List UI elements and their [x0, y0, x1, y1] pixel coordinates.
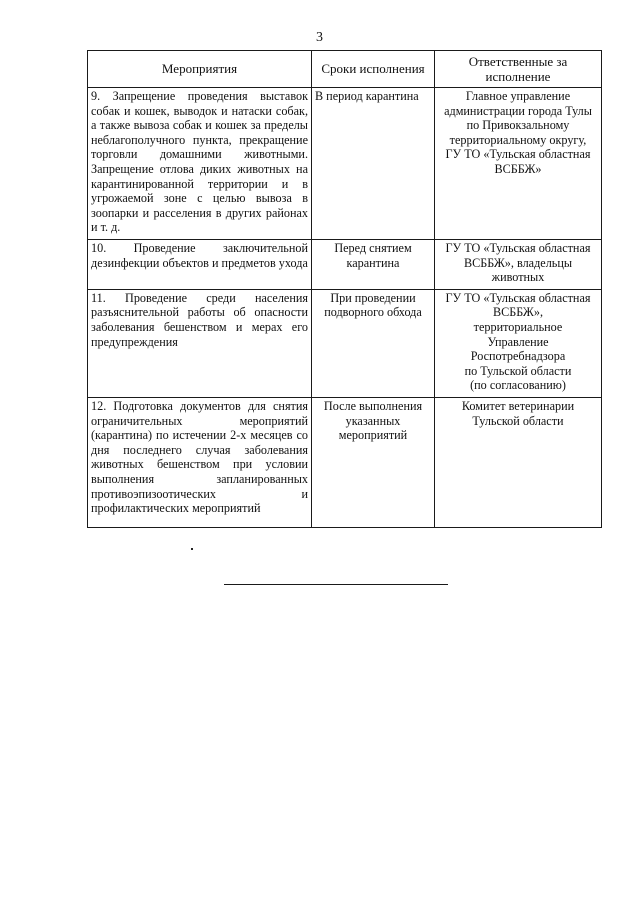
page-number: 3: [316, 30, 323, 45]
responsible-line: территориальное: [473, 319, 563, 334]
deadline-line: При проведении: [330, 290, 416, 305]
deadline-cell: [312, 240, 435, 290]
responsible-line: ГУ ТО «Тульская областная: [445, 147, 591, 162]
header-deadlines: Сроки исполнения: [312, 51, 435, 88]
responsible-line: по Привокзальному: [466, 118, 570, 133]
closing-rule: [224, 584, 448, 585]
header-responsible: Ответственные за исполнение: [435, 51, 602, 88]
measure-cell: 10. Проведение заключительной дезинфекции объектов и предметов ухода: [88, 240, 312, 290]
table-row: [88, 397, 602, 527]
header-measures: Мероприятия: [88, 51, 312, 88]
measure-cell: 11. Проведение среди населения разъяснительной работы об опасности заболевания бешенством и мерах его предупреждения: [88, 289, 312, 397]
responsible-line: по Тульской области: [464, 363, 572, 378]
deadline-line: Перед снятием: [334, 241, 412, 255]
responsible-line: Тульской области: [472, 413, 564, 428]
measures-table: [87, 50, 602, 528]
table-row: [88, 88, 602, 240]
responsible-line: администрации города Тулы: [444, 103, 592, 118]
measure-cell: 9. Запрещение проведения выставок собак и кошек, выводок и натаски собак, а также вывоза собак и кошек за пределы неблагополучного пункта, прекращение торговли домашними животными. Запрещение отлова диких животных на карантинированной территории и в угрожаемой зоне с целью вывоза в зоопарки и расселения в других районах и т. д.: [88, 88, 312, 240]
deadline-line: подворного обхода: [324, 305, 422, 320]
responsible-cell: [435, 240, 602, 290]
responsible-line: ВСББЖ»: [494, 161, 542, 176]
table-header-row: [88, 51, 602, 88]
table-row: [88, 289, 602, 397]
responsible-cell: [435, 397, 602, 527]
measure-cell: 12. Подготовка документов для снятия ограничительных мероприятий (карантина) по истечении 2-х месяцев со дня последнего случая заболевания животных бешенством при условии выполнения запланированных противоэпизоотических и профилактических мероприятий: [88, 397, 312, 527]
responsible-line: ВСББЖ», владельцы: [463, 255, 573, 270]
responsible-line: ГУ ТО «Тульская областная: [445, 241, 591, 255]
deadline-cell: [312, 289, 435, 397]
deadline-line: После выполнения: [323, 398, 423, 413]
deadline-cell: [312, 397, 435, 527]
responsible-cell: [435, 88, 602, 240]
responsible-line: ГУ ТО «Тульская областная: [445, 290, 591, 305]
deadline-line: указанных: [345, 413, 401, 428]
responsible-line: Главное управление: [465, 89, 571, 103]
table-row: [88, 240, 602, 290]
deadline-cell: В период карантина: [312, 88, 435, 240]
responsible-cell: [435, 289, 602, 397]
responsible-line: (по согласованию): [470, 378, 566, 393]
stray-mark: [191, 548, 193, 550]
responsible-line: Роспотребнадзора: [470, 349, 566, 364]
responsible-line: ВСББЖ»,: [492, 305, 543, 320]
responsible-line: Комитет ветеринарии: [461, 398, 575, 413]
deadline-line: мероприятий: [338, 428, 408, 443]
responsible-line: территориальному округу,: [449, 132, 587, 147]
responsible-line: животных: [491, 270, 545, 285]
responsible-line: Управление: [487, 334, 549, 349]
deadline-line: карантина: [346, 255, 400, 270]
